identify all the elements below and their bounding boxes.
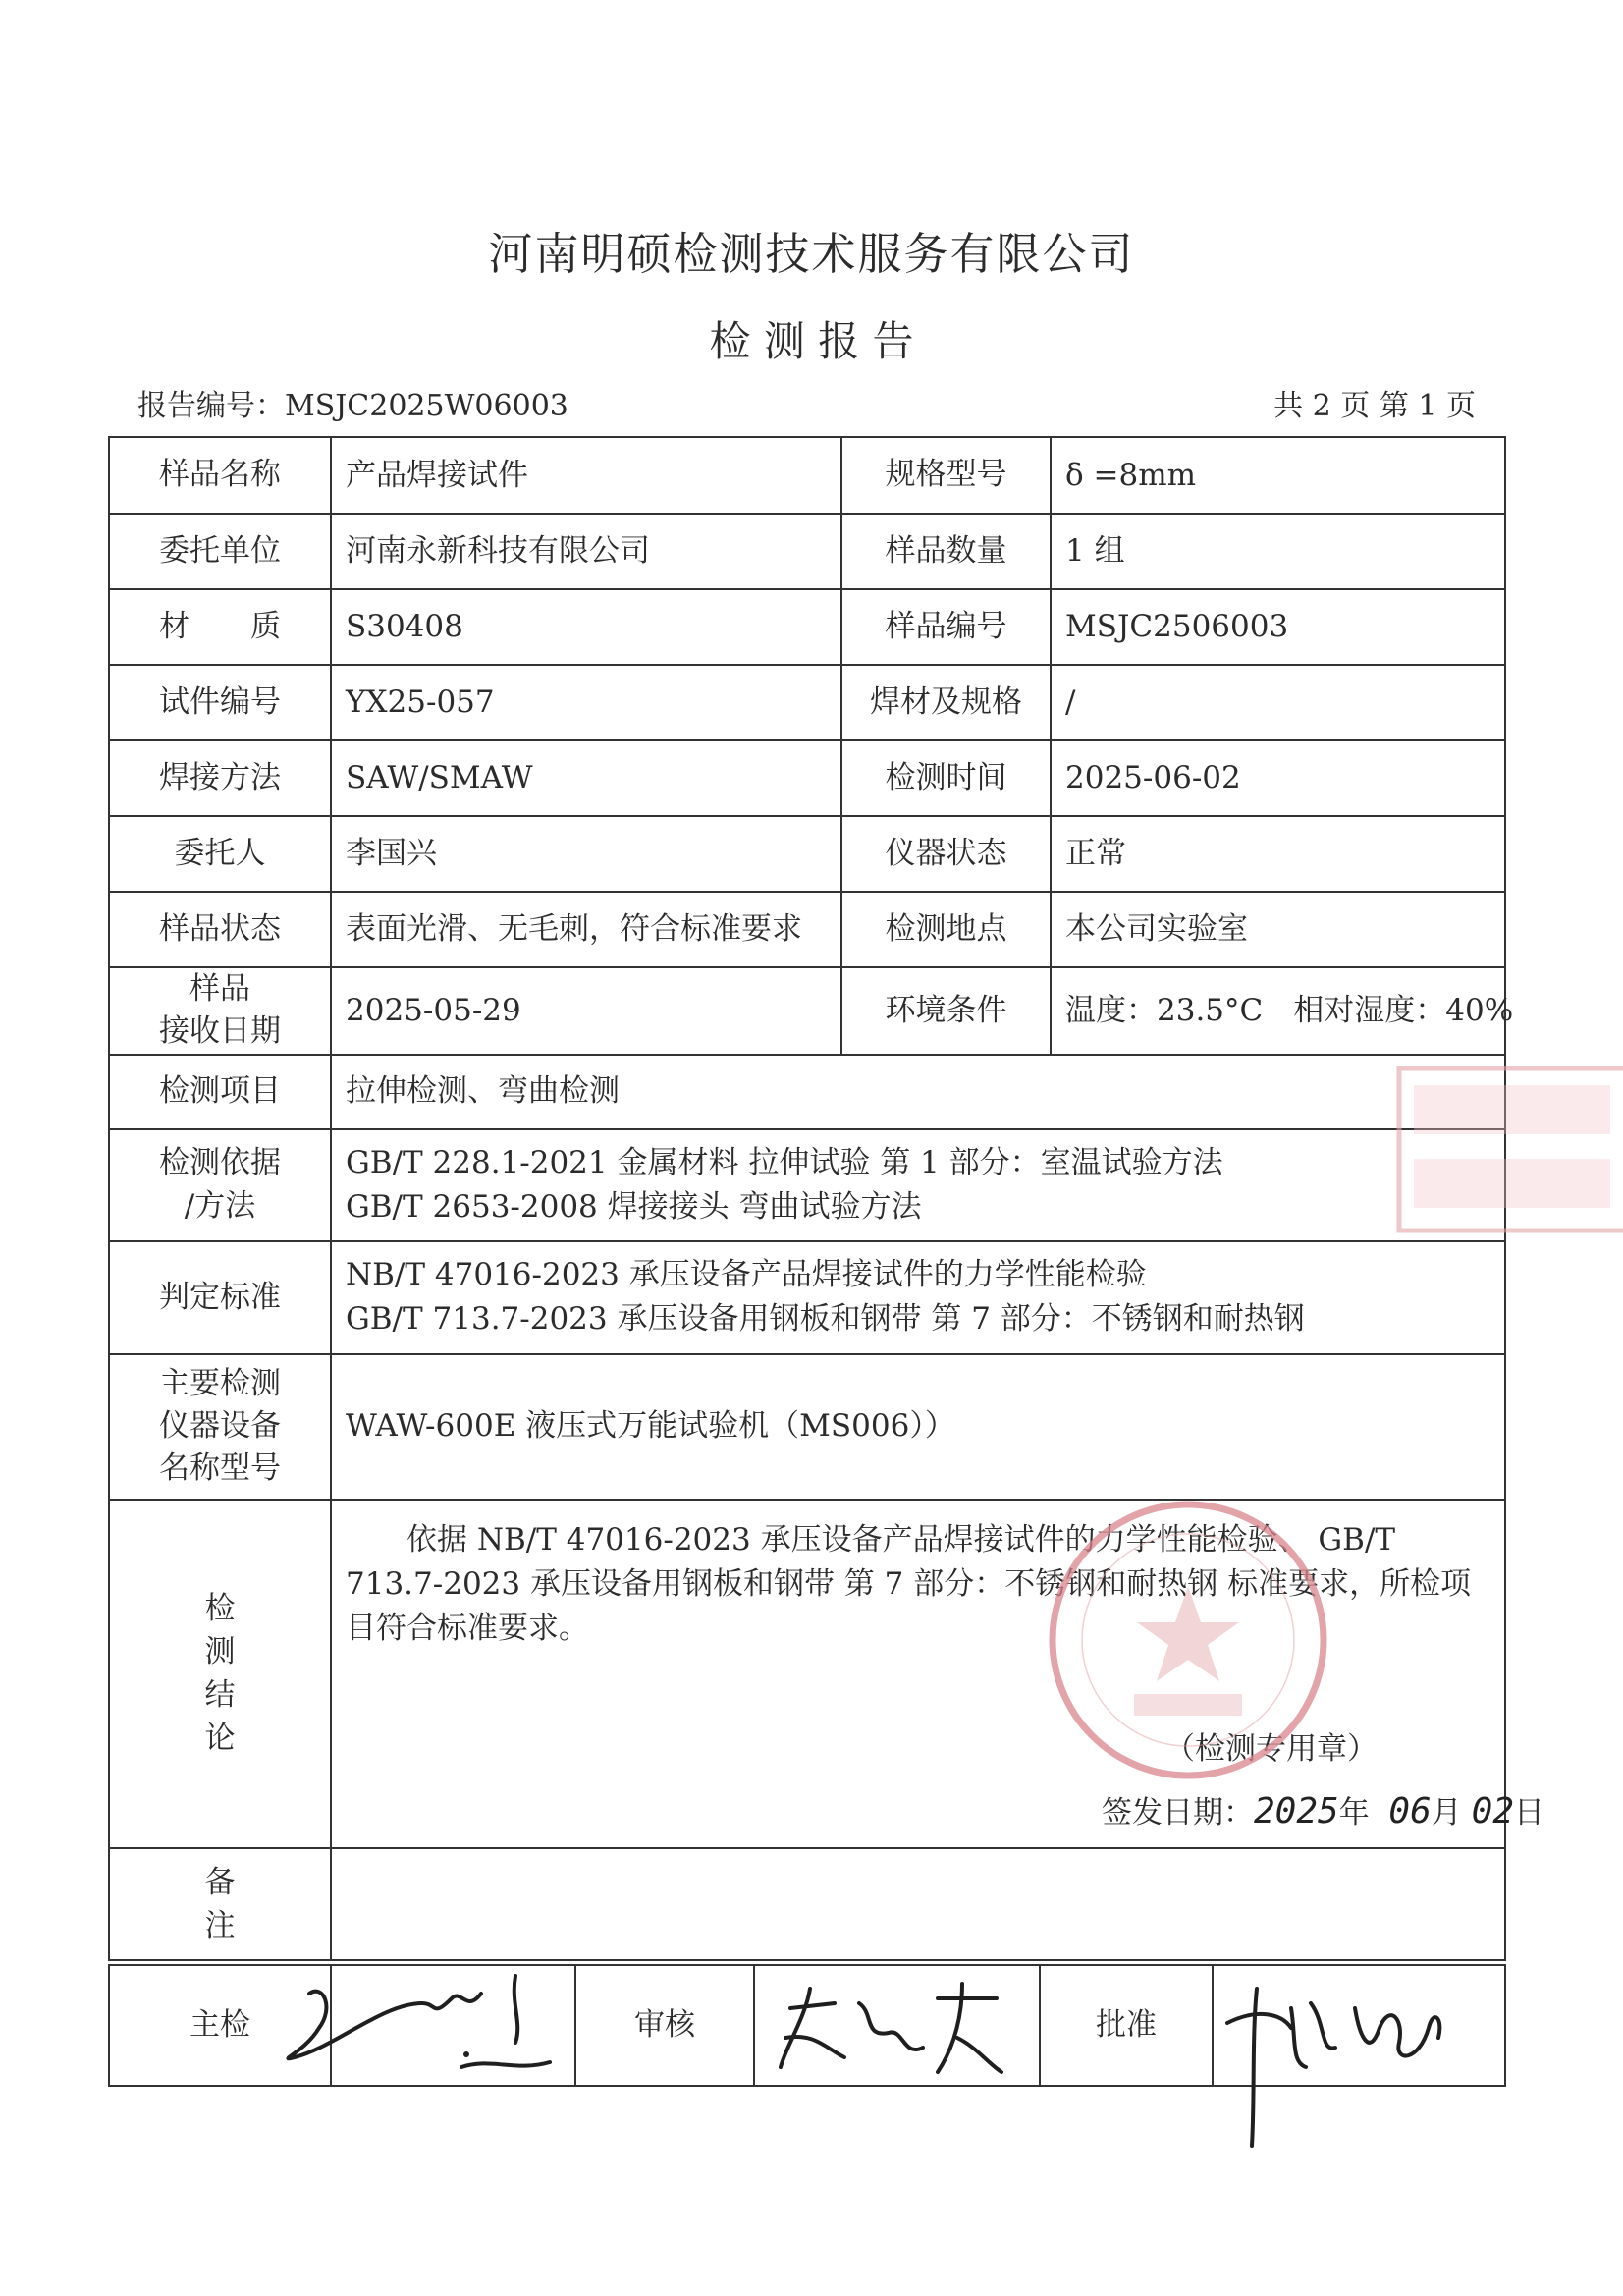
issue-year: 2025 bbox=[1254, 1791, 1339, 1831]
issue-month: 06 bbox=[1388, 1791, 1432, 1831]
seam-seal-stamp bbox=[1394, 1061, 1623, 1237]
label-equipment bbox=[109, 1354, 331, 1500]
label-approver: 批准 bbox=[1040, 1965, 1213, 2086]
label-weld-method: 焊接方法 bbox=[109, 740, 331, 816]
label-remarks bbox=[109, 1848, 331, 1960]
label-basis-line1: 检测依据 bbox=[159, 1145, 281, 1181]
value-material: S30408 bbox=[331, 589, 841, 665]
label-conclusion-char: 结 bbox=[204, 1677, 236, 1714]
report-number bbox=[137, 381, 568, 424]
issue-date bbox=[1102, 1787, 1544, 1831]
criteria-line-1: NB/T 47016-2023 承压设备产品焊接试件的力学性能检验 bbox=[346, 1257, 1147, 1293]
value-spec: δ =8mm bbox=[1051, 437, 1505, 514]
issue-month-unit: 月 bbox=[1431, 1795, 1462, 1831]
label-client: 委托单位 bbox=[109, 514, 331, 589]
issue-year-unit: 年 bbox=[1338, 1795, 1370, 1831]
value-equipment: WAW-600E 液压式万能试验机（MS006）） bbox=[331, 1354, 1505, 1500]
label-basis bbox=[109, 1129, 331, 1241]
label-equipment-line1: 主要检测 bbox=[159, 1365, 281, 1401]
value-environment: 温度：23.5°C 相对湿度：40% bbox=[1051, 967, 1505, 1055]
label-conclusion bbox=[109, 1500, 331, 1848]
label-test-items: 检测项目 bbox=[109, 1055, 331, 1129]
value-sample-no: MSJC2506003 bbox=[1051, 589, 1505, 665]
issue-date-label: 签发日期： bbox=[1102, 1795, 1254, 1831]
label-remarks-char: 注 bbox=[204, 1907, 236, 1943]
value-basis bbox=[331, 1129, 1505, 1241]
issue-day-unit: 日 bbox=[1514, 1795, 1544, 1831]
inspection-seal-stamp bbox=[1041, 1493, 1335, 1787]
value-instrument-status: 正常 bbox=[1051, 816, 1505, 892]
label-sample-no: 样品编号 bbox=[841, 589, 1051, 665]
label-instrument-status: 仪器状态 bbox=[841, 816, 1051, 892]
label-test-location: 检测地点 bbox=[841, 892, 1051, 967]
basis-line-1: GB/T 228.1-2021 金属材料 拉伸试验 第 1 部分：室温试验方法 bbox=[346, 1144, 1223, 1180]
value-criteria bbox=[331, 1241, 1505, 1354]
label-remarks-char: 备 bbox=[204, 1864, 236, 1900]
label-equipment-line2: 仪器设备 bbox=[159, 1408, 281, 1445]
value-specimen-no: YX25-057 bbox=[331, 665, 841, 740]
label-consignor: 委托人 bbox=[109, 816, 331, 892]
company-name: 河南明硕检测技术服务有限公司 bbox=[488, 228, 1135, 280]
document-title: 检 测 报 告 bbox=[709, 317, 914, 365]
page-indicator: 共 2 页 第 1 页 bbox=[1273, 389, 1476, 423]
label-remarks-chars bbox=[203, 1861, 237, 1947]
label-basis-line2: /方法 bbox=[184, 1187, 256, 1224]
label-sample-name: 样品名称 bbox=[109, 437, 331, 514]
label-conclusion-chars bbox=[203, 1587, 237, 1760]
label-quantity: 样品数量 bbox=[841, 514, 1051, 589]
stamp-label: （检测专用章） bbox=[1164, 1731, 1378, 1767]
label-material: 材 质 bbox=[109, 589, 331, 665]
value-receive-date: 2025-05-29 bbox=[331, 967, 841, 1055]
label-reviewer: 审核 bbox=[575, 1965, 754, 2086]
value-client: 河南永新科技有限公司 bbox=[331, 514, 841, 589]
label-criteria: 判定标准 bbox=[109, 1241, 331, 1354]
label-equipment-line3: 名称型号 bbox=[159, 1450, 281, 1487]
label-receive-date-line1: 样品 bbox=[189, 971, 250, 1007]
value-quantity: 1 组 bbox=[1051, 514, 1505, 589]
label-receive-date bbox=[109, 967, 331, 1055]
report-number-label: 报告编号： bbox=[137, 389, 285, 423]
value-weld-material: / bbox=[1051, 665, 1505, 740]
value-consignor: 李国兴 bbox=[331, 816, 841, 892]
label-environment: 环境条件 bbox=[841, 967, 1051, 1055]
label-test-time: 检测时间 bbox=[841, 740, 1051, 816]
label-inspector: 主检 bbox=[109, 1965, 331, 2086]
issue-day: 02 bbox=[1471, 1791, 1514, 1831]
label-conclusion-char: 测 bbox=[204, 1634, 236, 1670]
value-test-time: 2025-06-02 bbox=[1051, 740, 1505, 816]
conclusion-text: 依据 NB/T 47016-2023 承压设备产品焊接试件的力学性能检验、 GB/T 713.7-2023 承压设备用钢板和钢带 第 7 部分：不锈钢和耐热钢 标准要求，所检项目符合标准要求。 bbox=[346, 1521, 1472, 1646]
value-weld-method: SAW/SMAW bbox=[331, 740, 841, 816]
label-specimen-no: 试件编号 bbox=[109, 665, 331, 740]
value-sample-status: 表面光滑、无毛刺，符合标准要求 bbox=[331, 892, 841, 967]
value-sample-name: 产品焊接试件 bbox=[331, 437, 841, 514]
label-conclusion-char: 论 bbox=[204, 1721, 236, 1757]
reviewer-signature bbox=[766, 1979, 1021, 2087]
approver-signature bbox=[1198, 1969, 1463, 2156]
value-test-items: 拉伸检测、弯曲检测 bbox=[331, 1055, 1505, 1129]
report-number-value: MSJC2025W06003 bbox=[285, 389, 568, 423]
value-test-location: 本公司实验室 bbox=[1051, 892, 1505, 967]
label-weld-material: 焊材及规格 bbox=[841, 665, 1051, 740]
basis-line-2: GB/T 2653-2008 焊接接头 弯曲试验方法 bbox=[346, 1188, 922, 1225]
label-receive-date-line2: 接收日期 bbox=[159, 1013, 281, 1050]
label-sample-status: 样品状态 bbox=[109, 892, 331, 967]
value-remarks bbox=[331, 1848, 1505, 1960]
criteria-line-2: GB/T 713.7-2023 承压设备用钢板和钢带 第 7 部分：不锈钢和耐热钢 bbox=[346, 1301, 1305, 1338]
label-spec: 规格型号 bbox=[841, 437, 1051, 514]
label-conclusion-char: 检 bbox=[204, 1591, 236, 1627]
inspector-signature bbox=[265, 1964, 579, 2092]
